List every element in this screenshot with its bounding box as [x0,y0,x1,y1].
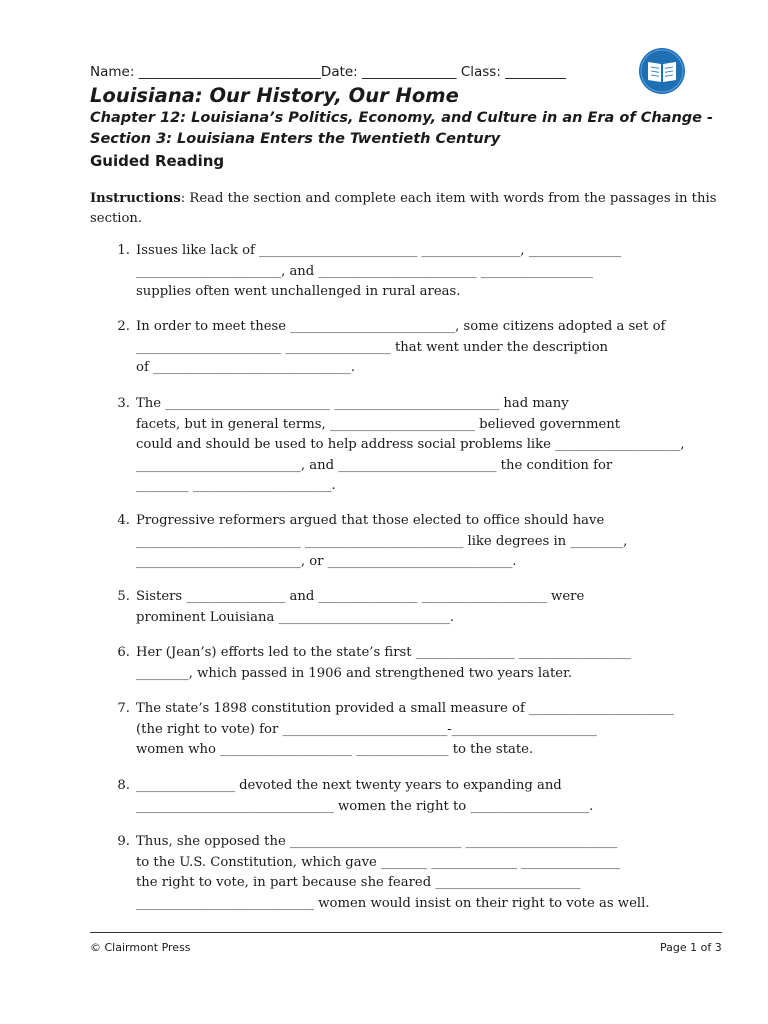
question-text-line[interactable]: to the U.S. Constitution, which gave _______ _____________ _______________ [136,854,621,870]
question-text-line[interactable]: ______________________ ________________ that went under the description [136,339,609,355]
question-number: 1. [117,243,130,258]
instructions [90,189,730,228]
question-text-line: Progressive reformers argued that those elected to office should have [136,513,605,528]
document-title: Louisiana: Our History, Our Home [90,84,459,107]
instructions-label: Instructions [90,191,181,206]
question-text-line[interactable]: could and should be used to help address social problems like ___________________, [136,437,685,452]
question-text-line[interactable]: women who ____________________ ______________ to the state. [136,742,534,757]
question-text-line: supplies often went unchallenged in rural areas. [136,284,461,299]
question-text-line[interactable]: _________________________, and ________________________ the condition for [136,457,613,473]
question-text-line[interactable]: In order to meet these _________________________, some citizens adopted a set of [136,319,666,334]
question-text-line[interactable]: ________, which passed in 1906 and strengthened two years later. [136,665,573,681]
question-text-line[interactable]: ______________________, and ________________________ _________________ [136,263,593,279]
guided-reading-subtitle: Guided Reading [90,152,225,170]
question-text-line[interactable]: _________________________, or ____________________________. [136,554,517,569]
question-text-line[interactable]: Her (Jean’s) efforts led to the state’s first _______________ _________________ [136,645,631,660]
question-number: 6. [117,645,130,660]
question-text-line[interactable]: the right to vote, in part because she feared ______________________ [136,875,581,890]
question-text-line[interactable]: (the right to vote) for _________________________-______________________ [136,721,597,737]
question-text-line[interactable]: The _________________________ _________________________ had many [136,396,569,411]
question-number: 8. [117,778,130,793]
question-text-line[interactable]: ________ _____________________. [136,478,336,493]
question-text-line[interactable]: _________________________ ________________________ like degrees in ________, [136,533,628,549]
question-text-line[interactable]: ___________________________ women would insist on their right to vote as well. [136,895,650,911]
question-text-line[interactable]: prominent Louisiana __________________________. [136,609,455,625]
instructions-text: : Read the section and complete each item with words from the passages in this section. [90,191,717,226]
question-text-line[interactable]: The state’s 1898 constitution provided a small measure of ______________________ [136,701,675,716]
question-number: 5. [117,589,130,604]
question-text-line[interactable]: ______________________________ women the right to __________________. [136,798,594,814]
page-number: Page 1 of 3 [660,941,722,954]
question-number: 2. [117,319,130,334]
copyright-notice: © Clairmont Press [90,941,191,954]
section-heading: Section 3: Louisiana Enters the Twentieth Century [90,131,501,147]
chapter-heading: Chapter 12: Louisiana’s Politics, Economy, and Culture in an Era of Change - [90,110,714,126]
name-date-class-line: Name: ___________________________Date: ______________ Class: _________ [90,64,566,80]
footer-divider [90,932,722,933]
question-text-line[interactable]: facets, but in general terms, ______________________ believed government [136,416,621,432]
question-text-line[interactable]: Issues like lack of ________________________ _______________, ______________ [136,243,622,258]
question-text-line[interactable]: of ______________________________. [136,360,356,375]
question-number: 9. [117,834,130,849]
question-number: 3. [117,396,130,411]
question-number: 4. [117,513,130,528]
question-number: 7. [117,701,130,716]
question-text-line[interactable]: _______________ devoted the next twenty years to expanding and [136,778,562,793]
question-text-line[interactable]: Sisters _______________ and _______________ ___________________ were [136,589,585,604]
question-text-line[interactable]: Thus, she opposed the __________________________ _______________________ [136,834,618,849]
book-icon [638,47,686,95]
